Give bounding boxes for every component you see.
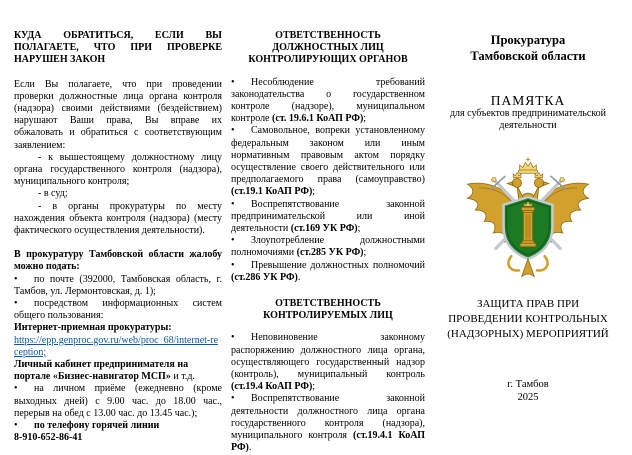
text-run: Самовольное, вопреки установленному федеральным законом или иным нормативным правовым актом порядку осуществление своего действительного или предполагаемого права (самоуправство): [231, 125, 425, 186]
text-run: по телефону горячей линии: [34, 420, 160, 432]
text-run: (ст.285 УК РФ): [296, 247, 364, 259]
text-run: (ст. 19.6.1 КоАП РФ): [272, 113, 364, 125]
bullet-marker: •: [14, 298, 18, 310]
intro-paragraph: [14, 79, 222, 152]
text-run: (ст.19.4 КоАП РФ): [231, 381, 313, 393]
submit-by-info-systems: [14, 298, 222, 322]
text-run: Несоблюдение требований законодательства о государственном контроле (надзоре), муниципальном контроле: [231, 76, 425, 125]
text-run: ;: [312, 381, 316, 393]
officials-item-noncompliance: [231, 77, 425, 126]
heading-how-to-submit: [14, 249, 222, 273]
text-run: ;: [363, 113, 367, 125]
bullet-marker: •: [231, 125, 235, 137]
text-run: ;: [357, 223, 361, 235]
heading-where-to-appeal: [14, 30, 222, 67]
controlled-item-disobedience: [231, 332, 425, 393]
imprint: [434, 378, 622, 404]
text-run: (ст.169 УК РФ): [290, 223, 358, 235]
liability-column: [231, 30, 425, 454]
submit-hotline: [14, 420, 222, 432]
text-run: 8-910-652-86-41: [14, 432, 83, 444]
heading-officials-liability: [231, 30, 425, 67]
text-run: .: [297, 271, 301, 283]
hotline-phone: [14, 432, 222, 444]
bullet-marker: •: [231, 235, 235, 247]
text-run: - в органы прокуратуры по месту нахождения объекта контроля (надзора) (месту фактического осуществления деятельности).: [14, 200, 222, 237]
bullet-marker: •: [231, 76, 235, 88]
text-run: - в суд;: [38, 188, 68, 200]
prosecutor-emblem-icon: [457, 143, 599, 291]
bullet-marker: •: [231, 332, 235, 344]
memo-title: ПАМЯТКА: [490, 93, 566, 108]
internet-reception-link[interactable]: https://epp.genproc.gov.ru/web/proc_68/internet-reception;: [14, 334, 219, 358]
bullet-marker: •: [231, 198, 235, 210]
text-run: ОТВЕТСТВЕННОСТЬ КОНТРОЛИРУЕМЫХ ЛИЦ: [263, 298, 393, 322]
text-run: ;: [363, 247, 367, 259]
heading-controlled-liability: [231, 298, 425, 322]
officials-item-arbitrariness: [231, 125, 425, 198]
emblem-container: [434, 143, 622, 293]
cover-column: [434, 30, 622, 447]
text-run: посредством информационных систем общего пользования:: [14, 298, 222, 322]
eagle-tail: [508, 256, 547, 277]
officials-item-excess: [231, 260, 425, 284]
officials-item-abuse: [231, 235, 425, 259]
internet-reception-url: [14, 335, 222, 359]
bullet-marker: •: [231, 393, 235, 405]
appeal-option-superior-official: [14, 152, 222, 189]
controlled-item-obstruction: [231, 393, 425, 454]
text-run: Воспрепятствование законной деятельности должностного лица органа государственного контроля (надзора), муниципального контроля: [231, 393, 425, 442]
officials-item-obstruction: [231, 199, 425, 236]
submit-by-mail: [14, 274, 222, 298]
text-run: (ст.286 УК РФ): [231, 271, 298, 283]
bullet-marker: •: [14, 383, 18, 395]
text-run: - к вышестоящему должностному лицу органа государственного контроля (надзора), муниципального контроля;: [14, 151, 222, 188]
text-run: и т.д.: [170, 371, 195, 383]
bullet-marker: •: [231, 259, 235, 271]
text-run: .: [248, 442, 252, 454]
text-run: Превышение должностных полномочий: [251, 259, 425, 271]
text-run: на личном приёме (ежедневно (кроме выходных дней) с 9.00 час. до 18.00 час., перерыв на обед с 13.00 час. до 13.45 час.);: [14, 383, 222, 419]
text-run: В прокуратуру Тамбовской области жалобу можно подать:: [14, 249, 222, 273]
organization-name: Прокуратура Тамбовской области: [470, 33, 586, 63]
text-run: Личный кабинет предпринимателя на портале «Бизнес-навигатор МСП»: [14, 359, 189, 383]
text-run: Интернет-приемная прокуратуры:: [14, 322, 172, 334]
text-run: КУДА ОБРАТИТЬСЯ, ЕСЛИ ВЫ ПОЛАГАЕТЕ, ЧТО ПРИ ПРОВЕРКЕ НАРУШЕН ЗАКОН: [14, 30, 222, 66]
bullet-marker: •: [14, 420, 18, 432]
text-run: Злоупотребление должностными полномочиями: [231, 235, 425, 259]
text-run: (ст.19.1 КоАП РФ): [231, 186, 313, 198]
business-navigator-line: [14, 359, 222, 383]
imprint-city: г. Тамбов: [507, 379, 549, 391]
appeal-option-court: [14, 188, 222, 200]
imprint-year: 2025: [517, 392, 539, 404]
text-run: Неповиновение законному распоряжению должностного лица органа, осуществляющего государственный надзор (контроль), муниципальный контроль: [231, 332, 425, 381]
text-run: ОТВЕТСТВЕННОСТЬ ДОЛЖНОСТНЫХ ЛИЦ КОНТРОЛИРУЮЩИХ ОРГАНОВ: [248, 30, 408, 66]
bullet-marker: •: [14, 273, 18, 285]
protection-title: ЗАЩИТА ПРАВ ПРИ ПРОВЕДЕНИИ КОНТРОЛЬНЫХ (НАДЗОРНЫХ) МЕРОПРИЯТИЙ: [447, 298, 609, 341]
text-run: Если Вы полагаете, что при проведении проверки должностные лица органа контроля (надзора) своими действиями (бездействием) нарушают Ваши права, Вы вправе их обжаловать и обратиться с соответствующим заявлением:: [14, 78, 222, 151]
text-run: Воспрепятствование законной предпринимательской или иной деятельности: [231, 198, 425, 235]
text-run: по почте (392000, Тамбовская область, г. Тамбов, ул. Лермонтовская, д. 1);: [14, 273, 222, 297]
where-to-appeal-column: [14, 30, 222, 447]
memo-subtitle: для субъектов предпринимательской деятельности: [449, 108, 607, 132]
appeal-option-prosecutor: [14, 201, 222, 238]
text-run: ;: [312, 186, 316, 198]
internet-reception-label: [14, 322, 222, 334]
text-run: (ст.19.4.1 КоАП РФ): [231, 430, 425, 454]
submit-in-person: [14, 383, 222, 420]
